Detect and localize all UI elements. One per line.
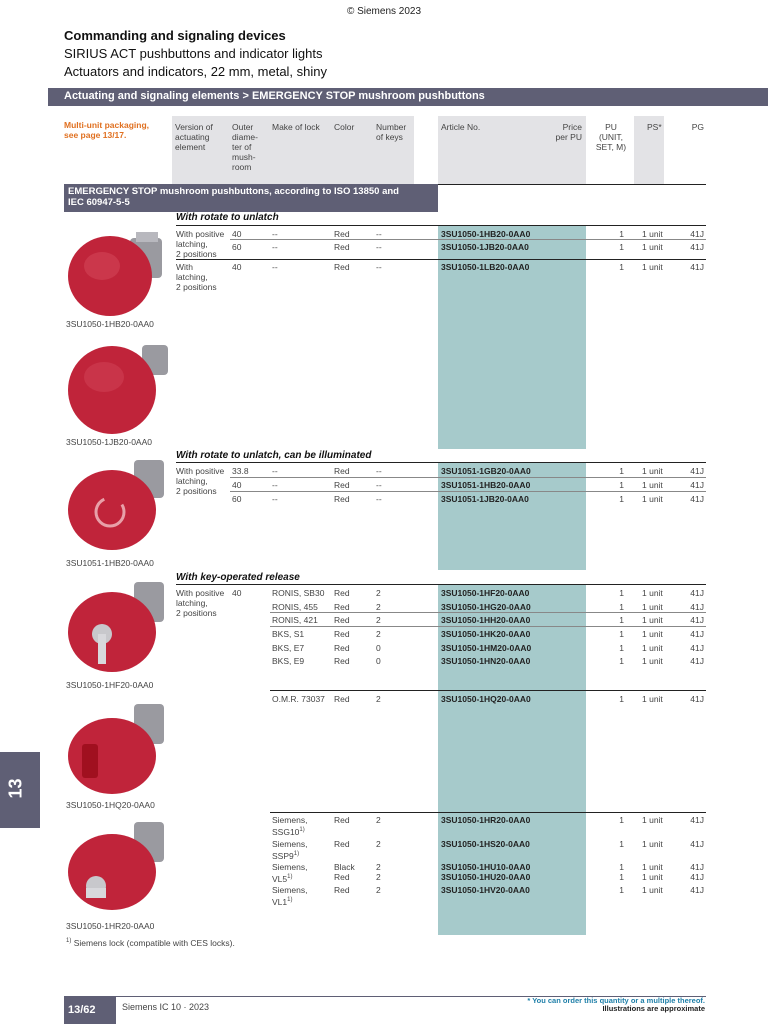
article-number[interactable]: 3SU1050-1LB20-0AA0 <box>441 262 530 272</box>
color-cell: Red <box>334 629 350 639</box>
version-cell: With positive latching, 2 positions <box>176 466 225 496</box>
color-cell: Red <box>334 643 350 653</box>
keys-cell: 2 <box>376 588 381 598</box>
multi-unit-note-line: Multi-unit packaging, <box>64 120 149 130</box>
pg-cell: 41J <box>690 588 704 598</box>
page-subtitle-1: SIRIUS ACT pushbuttons and indicator lights <box>64 46 323 61</box>
color-cell: Red <box>334 839 350 849</box>
pu-cell: 1 <box>619 466 624 476</box>
ps-cell: 1 unit <box>642 466 663 476</box>
col-header-price: Price per PU <box>555 122 582 142</box>
catalog-name: Siemens IC 10 · 2023 <box>122 1002 210 1012</box>
page-number: 13/62 <box>64 996 116 1024</box>
keys-cell: 0 <box>376 643 381 653</box>
pg-cell: 41J <box>690 872 704 882</box>
make-cell: O.M.R. 73037 <box>272 694 325 704</box>
article-number[interactable]: 3SU1050-1HR20-0AA0 <box>441 815 531 825</box>
row-rule <box>270 626 706 627</box>
keys-cell: -- <box>376 480 382 490</box>
pg-cell: 41J <box>690 862 704 872</box>
color-cell: Red <box>334 494 350 504</box>
row-rule <box>230 491 706 492</box>
subhead-rotate-unlatch: With rotate to unlatch <box>176 212 279 223</box>
version-cell: With positive latching, 2 positions <box>176 588 225 618</box>
pushbutton-illuminated-image <box>62 452 172 552</box>
make-cell: -- <box>272 480 278 490</box>
diameter-cell: 40 <box>232 229 242 239</box>
article-number[interactable]: 3SU1050-1HN20-0AA0 <box>441 656 531 666</box>
article-number[interactable]: 3SU1050-1JB20-0AA0 <box>441 242 529 252</box>
pu-cell: 1 <box>619 629 624 639</box>
pg-cell: 41J <box>690 466 704 476</box>
keys-cell: -- <box>376 242 382 252</box>
color-cell: Red <box>334 602 350 612</box>
color-cell: Red <box>334 262 350 272</box>
ps-cell: 1 unit <box>642 242 663 252</box>
pg-cell: 41J <box>690 480 704 490</box>
ps-cell: 1 unit <box>642 229 663 239</box>
color-cell: Red <box>334 588 350 598</box>
keys-cell: 0 <box>376 656 381 666</box>
keys-cell: -- <box>376 466 382 476</box>
diameter-cell: 40 <box>232 480 242 490</box>
keys-cell: 2 <box>376 602 381 612</box>
page-title: Commanding and signaling devices <box>64 28 286 43</box>
make-cell: -- <box>272 466 278 476</box>
pg-cell: 41J <box>690 229 704 239</box>
keys-cell: -- <box>376 262 382 272</box>
col-header-version: Version of actuating element <box>175 122 213 152</box>
keys-cell: 2 <box>376 629 381 639</box>
pu-cell: 1 <box>619 643 624 653</box>
image-caption: 3SU1050-1HQ20-0AA0 <box>66 800 155 810</box>
make-cell: BKS, S1 <box>272 629 305 639</box>
col-header-pg: PG <box>691 122 704 132</box>
multi-unit-note-link[interactable]: see page 13/17. <box>64 130 127 140</box>
pu-cell: 1 <box>619 656 624 666</box>
pu-cell: 1 <box>619 262 624 272</box>
ps-cell: 1 unit <box>642 602 663 612</box>
image-caption: 3SU1050-1HB20-0AA0 <box>66 319 154 329</box>
row-rule <box>176 225 706 226</box>
article-number[interactable]: 3SU1051-1GB20-0AA0 <box>441 466 531 476</box>
make-cell: -- <box>272 229 278 239</box>
col-header-keys: Number of keys <box>376 122 407 142</box>
ps-cell: 1 unit <box>642 588 663 598</box>
pg-cell: 41J <box>690 815 704 825</box>
version-cell: With positive latching, 2 positions <box>176 229 225 259</box>
row-rule <box>176 584 706 585</box>
keys-cell: -- <box>376 494 382 504</box>
ps-cell: 1 unit <box>642 885 663 895</box>
make-cell: -- <box>272 242 278 252</box>
col-header-ps: PS* <box>647 122 662 132</box>
col-header-color: Color <box>334 122 355 132</box>
keys-cell: 2 <box>376 872 381 882</box>
footnote: $^{1)}$ Siemens lock (compatible with CES locks). <box>66 938 235 948</box>
pu-cell: 1 <box>619 588 624 598</box>
diameter-cell: 60 <box>232 494 242 504</box>
col-header-article: Article No. <box>441 122 481 132</box>
col-header-pu: PU (UNIT, SET, M) <box>595 122 627 152</box>
pg-cell: 41J <box>690 494 704 504</box>
make-cell: Siemens, VL1$^{1)}$ <box>272 885 308 907</box>
article-number[interactable]: 3SU1051-1HB20-0AA0 <box>441 480 531 490</box>
pu-cell: 1 <box>619 839 624 849</box>
article-number[interactable]: 3SU1050-1HU20-0AA0 <box>441 872 531 882</box>
ps-cell: 1 unit <box>642 656 663 666</box>
multi-unit-note <box>64 120 149 140</box>
color-cell: Red <box>334 615 350 625</box>
keys-cell: 2 <box>376 815 381 825</box>
pu-cell: 1 <box>619 480 624 490</box>
version-cell: With latching, 2 positions <box>176 262 217 292</box>
article-number[interactable]: 3SU1050-1HQ20-0AA0 <box>441 694 531 704</box>
color-cell: Red <box>334 480 350 490</box>
keys-cell: -- <box>376 229 382 239</box>
ps-cell: 1 unit <box>642 262 663 272</box>
pu-cell: 1 <box>619 242 624 252</box>
pu-cell: 1 <box>619 815 624 825</box>
article-number[interactable]: 3SU1050-1HV20-0AA0 <box>441 885 530 895</box>
pg-cell: 41J <box>690 262 704 272</box>
col-header-diameter: Outer diame- ter of mush- room <box>232 122 258 172</box>
subhead-rotate-illuminated: With rotate to unlatch, can be illuminated <box>176 450 372 461</box>
make-cell: BKS, E7 <box>272 643 305 653</box>
make-cell: -- <box>272 494 278 504</box>
pu-cell: 1 <box>619 494 624 504</box>
make-cell: RONIS, SB30 <box>272 588 325 598</box>
pu-cell: 1 <box>619 872 624 882</box>
make-cell: Siemens, SSP9$^{1)}$ <box>272 839 308 861</box>
color-cell: Red <box>334 694 350 704</box>
row-rule <box>230 239 706 240</box>
order-quantity-note: * You can order this quantity or a multiple thereof. <box>527 996 705 1005</box>
article-number[interactable]: 3SU1050-1HK20-0AA0 <box>441 629 531 639</box>
pg-cell: 41J <box>690 694 704 704</box>
ps-cell: 1 unit <box>642 839 663 849</box>
copyright: © Siemens 2023 <box>346 6 422 17</box>
pg-cell: 41J <box>690 656 704 666</box>
pg-cell: 41J <box>690 839 704 849</box>
color-cell: Red <box>334 466 350 476</box>
keys-cell: 2 <box>376 839 381 849</box>
pu-cell: 1 <box>619 229 624 239</box>
section-title: EMERGENCY STOP mushroom pushbuttons, according to ISO 13850 and IEC 60947-5-5 <box>64 184 438 212</box>
pushbutton-siemens-key-image <box>62 816 172 916</box>
keys-cell: 2 <box>376 885 381 895</box>
color-cell: Red <box>334 229 350 239</box>
pg-cell: 41J <box>690 629 704 639</box>
pushbutton-omr-key-image <box>62 696 172 796</box>
diameter-cell: 33.8 <box>232 466 249 476</box>
make-cell: RONIS, 455 <box>272 602 318 612</box>
page-subtitle-2: Actuators and indicators, 22 mm, metal, shiny <box>64 64 328 79</box>
ps-cell: 1 unit <box>642 494 663 504</box>
article-number[interactable]: 3SU1050-1HH20-0AA0 <box>441 615 531 625</box>
color-cell: Red <box>334 242 350 252</box>
illustration-note: Illustrations are approximate <box>602 1004 705 1013</box>
pushbutton-mushroom-image <box>62 220 172 320</box>
ps-cell: 1 unit <box>642 872 663 882</box>
pushbutton-key-release-image <box>62 574 172 674</box>
article-number[interactable]: 3SU1050-1HU10-0AA0 <box>441 862 531 872</box>
ps-cell: 1 unit <box>642 694 663 704</box>
row-rule <box>176 259 706 260</box>
article-number[interactable]: 3SU1050-1HS20-0AA0 <box>441 839 530 849</box>
pu-cell: 1 <box>619 862 624 872</box>
subhead-key-release: With key-operated release <box>176 572 300 583</box>
pu-cell: 1 <box>619 885 624 895</box>
pg-cell: 41J <box>690 602 704 612</box>
make-cell: RONIS, 421 <box>272 615 318 625</box>
image-caption: 3SU1050-1HR20-0AA0 <box>66 921 155 931</box>
row-rule <box>270 812 706 813</box>
article-number[interactable]: 3SU1051-1JB20-0AA0 <box>441 494 529 504</box>
make-cell: -- <box>272 262 278 272</box>
keys-cell: 2 <box>376 862 381 872</box>
make-cell: BKS, E9 <box>272 656 305 666</box>
row-rule <box>270 690 706 691</box>
ps-cell: 1 unit <box>642 643 663 653</box>
color-cell: Black <box>334 862 355 872</box>
row-rule <box>230 477 706 478</box>
ps-cell: 1 unit <box>642 629 663 639</box>
header-rule <box>438 184 706 185</box>
row-rule <box>270 612 706 613</box>
col-header-make: Make of lock <box>272 122 320 132</box>
pu-cell: 1 <box>619 615 624 625</box>
image-caption: 3SU1050-1HF20-0AA0 <box>66 680 154 690</box>
make-cell: Siemens, SSG10$^{1)}$ <box>272 815 308 837</box>
pg-cell: 41J <box>690 885 704 895</box>
diameter-cell: 40 <box>232 262 242 272</box>
ps-cell: 1 unit <box>642 815 663 825</box>
article-number[interactable]: 3SU1050-1HB20-0AA0 <box>441 229 531 239</box>
ps-cell: 1 unit <box>642 615 663 625</box>
keys-cell: 2 <box>376 694 381 704</box>
pushbutton-mushroom-large-image <box>62 335 172 435</box>
pg-cell: 41J <box>690 242 704 252</box>
image-caption: 3SU1051-1HB20-0AA0 <box>66 558 154 568</box>
color-cell: Red <box>334 872 350 882</box>
ps-cell: 1 unit <box>642 480 663 490</box>
make-cell: Siemens, VL5$^{1)}$ <box>272 862 308 884</box>
keys-cell: 2 <box>376 615 381 625</box>
ps-cell: 1 unit <box>642 862 663 872</box>
pu-cell: 1 <box>619 602 624 612</box>
color-cell: Red <box>334 815 350 825</box>
article-number[interactable]: 3SU1050-1HG20-0AA0 <box>441 602 531 612</box>
pg-cell: 41J <box>690 643 704 653</box>
row-rule <box>176 462 706 463</box>
image-caption: 3SU1050-1JB20-0AA0 <box>66 437 153 447</box>
color-cell: Red <box>334 656 350 666</box>
pu-cell: 1 <box>619 694 624 704</box>
article-number[interactable]: 3SU1050-1HF20-0AA0 <box>441 588 530 598</box>
pg-cell: 41J <box>690 615 704 625</box>
diameter-cell: 60 <box>232 242 242 252</box>
diameter-cell: 40 <box>232 588 242 598</box>
breadcrumb-banner: Actuating and signaling elements > EMERGENCY STOP mushroom pushbuttons <box>48 88 768 106</box>
color-cell: Red <box>334 885 350 895</box>
chapter-tab[interactable]: 13 <box>0 752 40 828</box>
article-number[interactable]: 3SU1050-1HM20-0AA0 <box>441 643 532 653</box>
